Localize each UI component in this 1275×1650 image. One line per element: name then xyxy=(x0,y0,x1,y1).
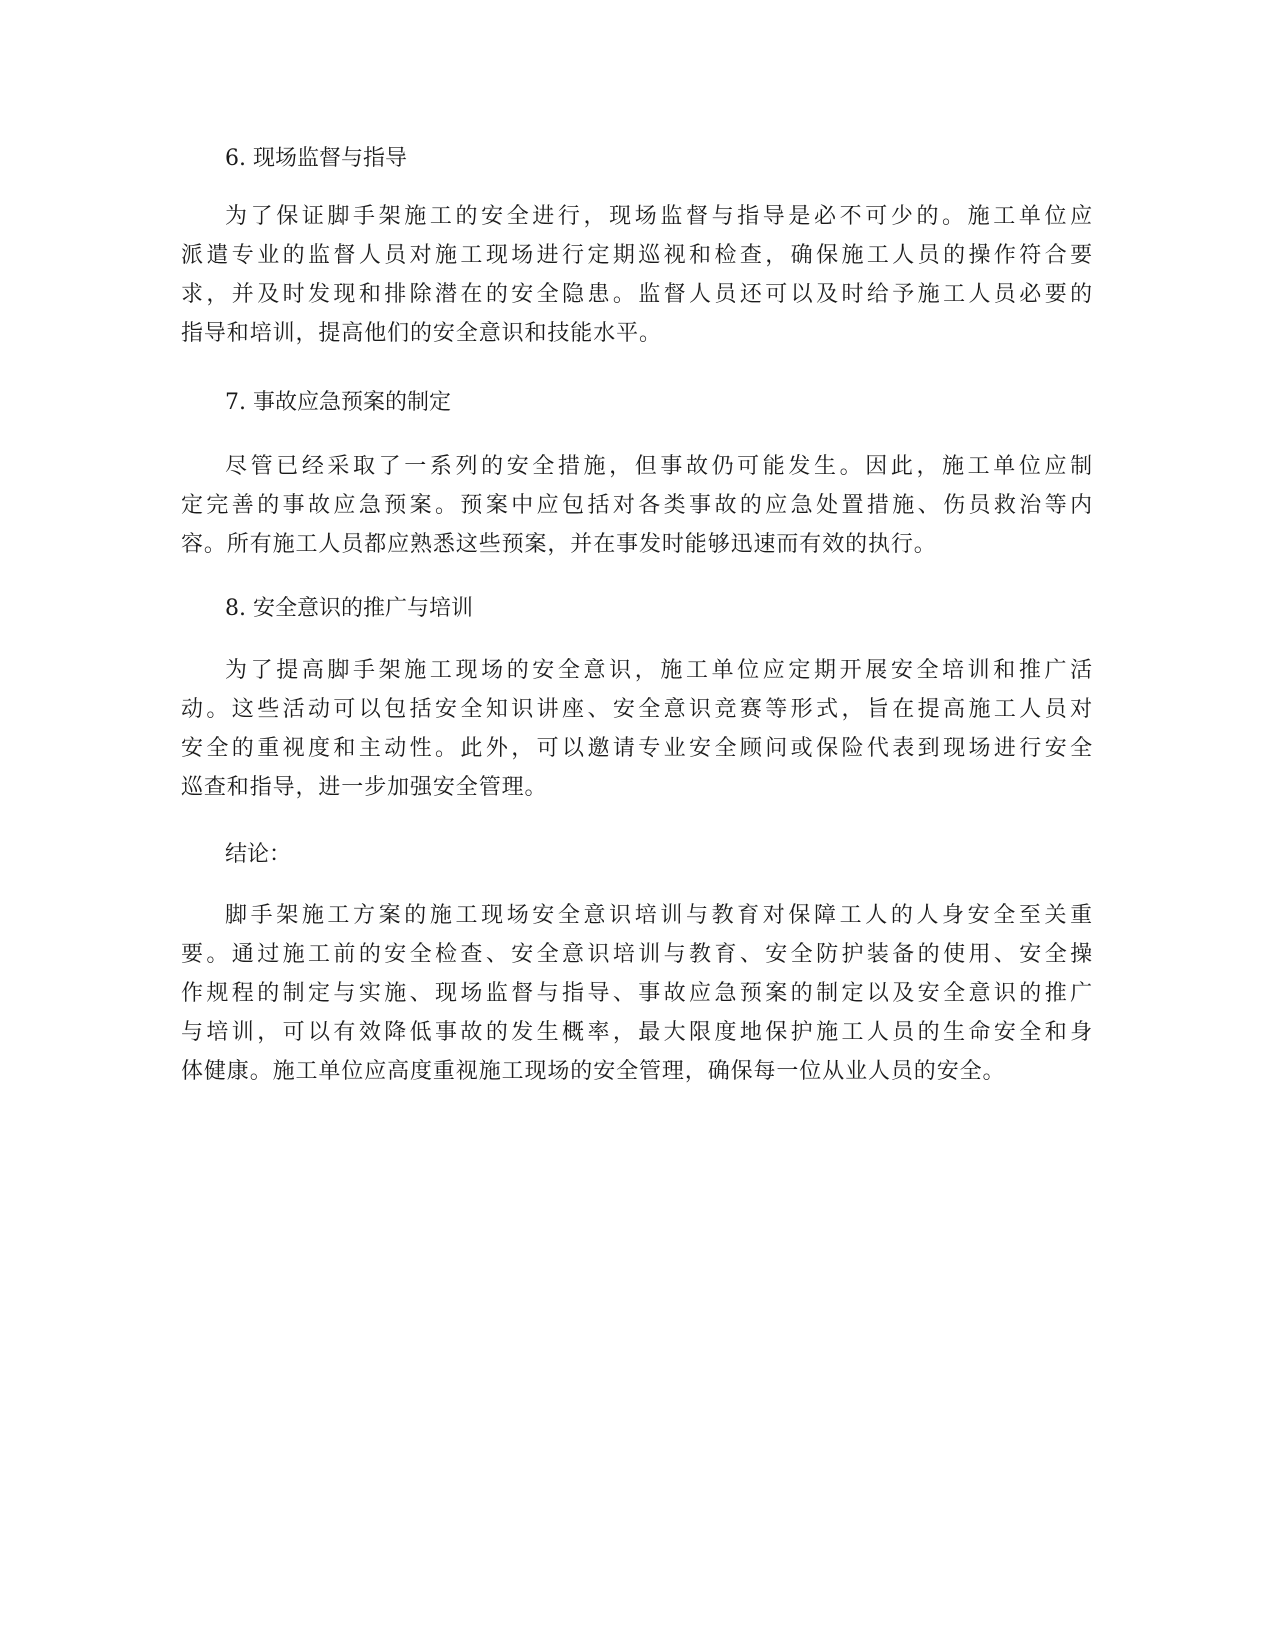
paragraph-line: 为了保证脚手架施工的安全进行，现场监督与指导是必不可少的。施工单位应 xyxy=(225,204,1093,229)
paragraph-line: 脚手架施工方案的施工现场安全意识培训与教育对保障工人的人身安全至关重 xyxy=(225,903,1093,928)
paragraph-line: 定完善的事故应急预案。预案中应包括对各类事故的应急处置措施、伤员救治等内 xyxy=(181,493,1093,518)
paragraph-line: 容。所有施工人员都应熟悉这些预案，并在事发时能够迅速而有效的执行。 xyxy=(181,532,937,557)
section-paragraph-7 xyxy=(181,447,1093,564)
paragraph-line: 体健康。施工单位应高度重视施工现场的安全管理，确保每一位从业人员的安全。 xyxy=(181,1059,1006,1084)
paragraph-line: 派遣专业的监督人员对施工现场进行定期巡视和检查，确保施工人员的操作符合要 xyxy=(181,243,1093,268)
paragraph-line: 与培训，可以有效降低事故的发生概率，最大限度地保护施工人员的生命安全和身 xyxy=(181,1020,1093,1045)
section-paragraph-8 xyxy=(181,651,1093,807)
paragraph-line: 动。这些活动可以包括安全知识讲座、安全意识竞赛等形式，旨在提高施工人员对 xyxy=(181,697,1093,722)
paragraph-line: 尽管已经采取了一系列的安全措施，但事故仍可能发生。因此，施工单位应制 xyxy=(225,454,1093,479)
paragraph-line: 作规程的制定与实施、现场监督与指导、事故应急预案的制定以及安全意识的推广 xyxy=(181,981,1093,1006)
section-heading-6: 6. 现场监督与指导 xyxy=(225,146,407,171)
paragraph-line: 为了提高脚手架施工现场的安全意识，施工单位应定期开展安全培训和推广活 xyxy=(225,658,1093,683)
paragraph-line: 要。通过施工前的安全检查、安全意识培训与教育、安全防护装备的使用、安全操 xyxy=(181,942,1093,967)
conclusion-heading: 结论： xyxy=(225,842,292,867)
section-heading-8: 8. 安全意识的推广与培训 xyxy=(225,596,473,621)
paragraph-line: 指导和培训，提高他们的安全意识和技能水平。 xyxy=(181,321,662,346)
section-paragraph-6 xyxy=(181,197,1093,353)
conclusion-paragraph xyxy=(181,896,1093,1091)
paragraph-line: 求，并及时发现和排除潜在的安全隐患。监督人员还可以及时给予施工人员必要的 xyxy=(181,282,1093,307)
paragraph-line: 安全的重视度和主动性。此外，可以邀请专业安全顾问或保险代表到现场进行安全 xyxy=(181,736,1093,761)
paragraph-line: 巡查和指导，进一步加强安全管理。 xyxy=(181,775,548,800)
section-heading-7: 7. 事故应急预案的制定 xyxy=(225,390,451,415)
